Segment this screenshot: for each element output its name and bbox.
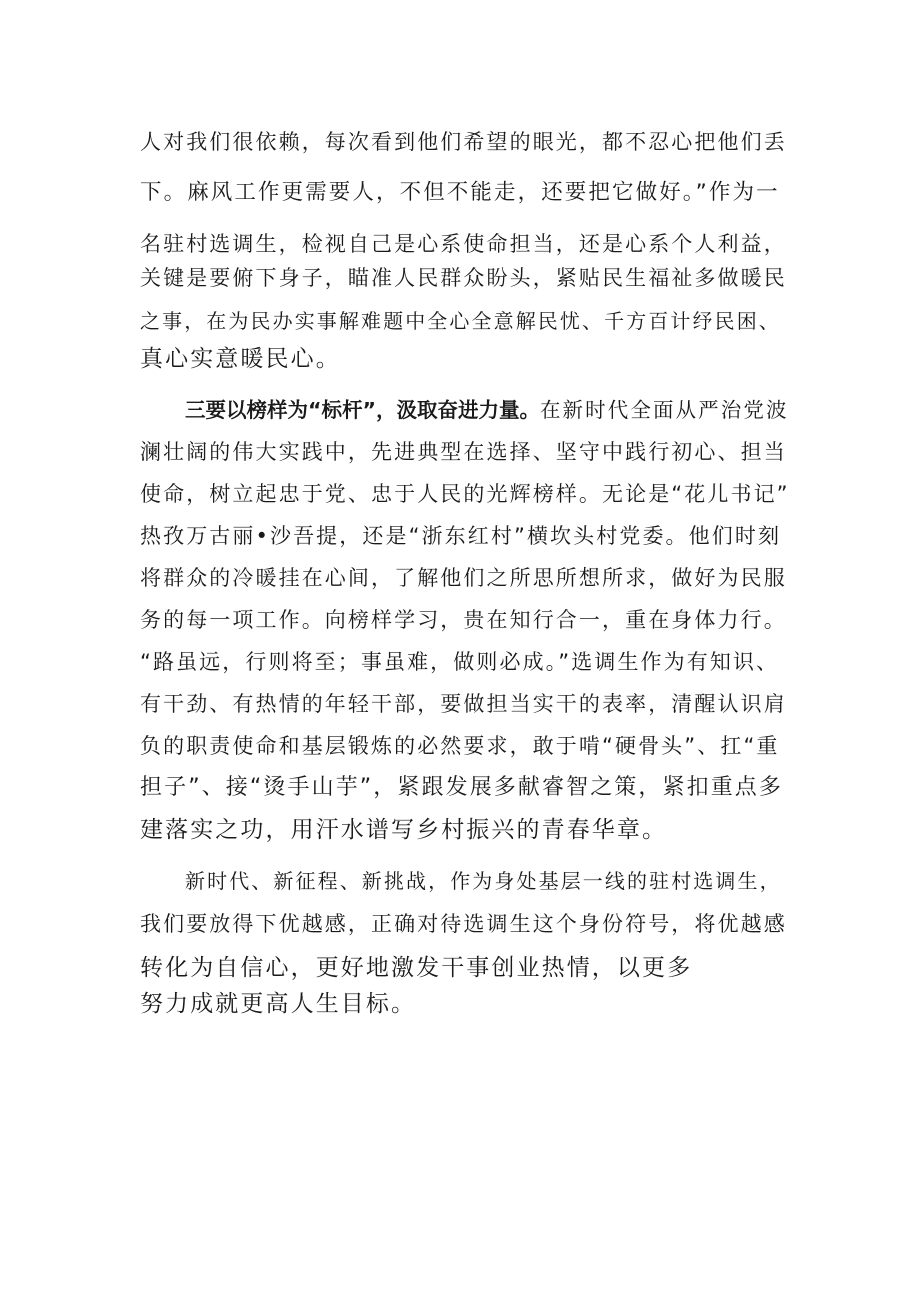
text-line: 我们要放得下优越感，正确对待选调生这个身份符号，将优越感 xyxy=(140,912,787,936)
text-line: 有干劲、有热情的年轻干部，要做担当实干的表率，清醒认识肩 xyxy=(140,692,787,716)
text-line: 新时代、新征程、新挑战，作为身处基层一线的驻村选调生， xyxy=(185,869,782,893)
text-line: 建落实之功，用汗水谱写乡村振兴的青春华章。 xyxy=(140,817,668,843)
text-line: 转化为自信心，更好地激发干事创业热情，以更多 xyxy=(140,955,693,981)
text-line: 真心实意暖民心。 xyxy=(140,346,341,372)
text-line: 关键是要俯下身子，瞄准人民群众盼头，紧贴民生福祉多做暖民 xyxy=(140,266,787,290)
text-line: 将群众的冷暖挂在心间，了解他们之所思所想所求，做好为民服 xyxy=(140,566,787,590)
text-line: 下。麻风工作更需要人，不但不能走，还要把它做好。”作为一 xyxy=(140,180,780,205)
text-line: 之事，在为民办实事解难题中全心全意解民忧、千方百计纾民困、 xyxy=(140,309,781,333)
text-line: 负的职责使命和基层锻炼的必然要求，敢于啃“硬骨头”、扛“重 xyxy=(140,734,780,758)
text-line: 使命，树立起忠于党、忠于人民的光辉榜样。无论是“花儿书记” xyxy=(140,482,790,506)
text-line: 务的每一项工作。向榜样学习，贵在知行合一，重在身体力行。 xyxy=(140,608,787,632)
text-line: 澜壮阔的伟大实践中，先进典型在选择、坚守中践行初心、担当 xyxy=(140,440,787,464)
text-line: 名驻村选调生，检视自己是心系使命担当，还是心系个人利益， xyxy=(140,232,787,256)
paragraph-heading: 三要以榜样为“标杆”，汲取奋进力量。 xyxy=(185,398,540,422)
text-line: 人对我们很依赖，每次看到他们希望的眼光，都不忍心把他们丢 xyxy=(140,130,787,154)
text-line: 担子”、接“烫手山芋”，紧跟发展多献睿智之策，紧扣重点多 xyxy=(140,775,783,800)
text-line: 努力成就更高人生目标。 xyxy=(140,991,417,1017)
text-line xyxy=(185,395,789,425)
text-run: 在新时代全面从严治党波 xyxy=(539,398,789,422)
text-line: 热孜万古丽•沙吾提，还是“浙东红村”横坎头村党委。他们时刻 xyxy=(140,524,782,548)
text-line: “路虽远，行则将至；事虽难，做则必成。”选调生作为有知识、 xyxy=(140,650,780,674)
